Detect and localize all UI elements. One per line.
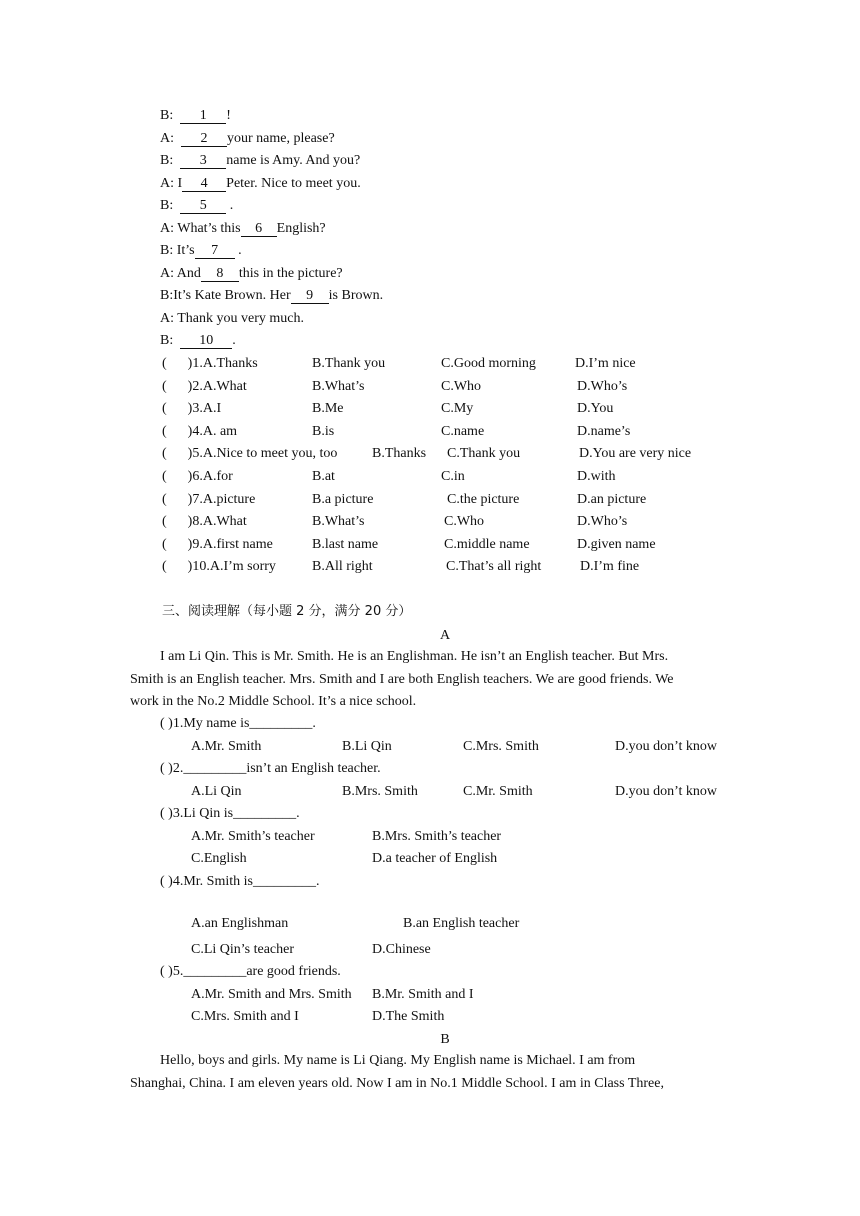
dialogue-line <box>160 152 360 170</box>
dialogue-line <box>160 265 343 283</box>
blank-number[interactable]: 5 <box>180 198 226 214</box>
question-number[interactable]: ( )9. <box>162 537 203 552</box>
dialogue-line <box>160 107 231 125</box>
option-c: C.Mrs. Smith <box>463 739 539 754</box>
option-a: A.an Englishman <box>191 916 289 931</box>
question-stem <box>162 423 237 441</box>
dialogue-line <box>160 242 242 260</box>
option-b: B.Mrs. Smith <box>342 784 418 799</box>
option-d: D.Chinese <box>372 942 431 957</box>
option-a: A.What <box>202 379 247 394</box>
option-a: A.Mr. Smith’s teacher <box>191 829 315 844</box>
question-number[interactable]: ( )6. <box>162 469 203 484</box>
option-b: B.Me <box>312 401 344 416</box>
option-d: D.I’m nice <box>575 356 636 371</box>
option-d: D.with <box>577 469 616 484</box>
option-c: C.name <box>441 424 485 439</box>
dialogue-text: this in the picture? <box>238 266 343 281</box>
dialogue-text: A: <box>160 131 181 146</box>
option-d: D.given name <box>577 537 656 552</box>
question-number[interactable]: ( )1. <box>162 356 203 371</box>
dialogue-line <box>160 332 236 350</box>
blank-number[interactable]: 10 <box>180 333 232 349</box>
option-c: C.the picture <box>447 492 520 507</box>
option-a: A.first name <box>202 537 273 552</box>
option-a: A.Nice to meet you, too <box>202 446 338 461</box>
passage-a-line: Smith is an English teacher. Mrs. Smith and I are both English teachers. We are good friends. We <box>130 671 674 687</box>
option-c: C.middle name <box>444 537 530 552</box>
reading-question-5: ( )5._________are good friends. <box>160 964 341 979</box>
passage-b-line: Hello, boys and girls. My name is Li Qiang. My English name is Michael. I am from <box>160 1053 636 1068</box>
passage-b-line: Shanghai, China. I am eleven years old. Now I am in No.1 Middle School. I am in Class Three, <box>130 1075 664 1091</box>
passage-a <box>130 646 730 714</box>
dialogue-text: A: And <box>160 266 201 281</box>
question-stem <box>162 491 255 509</box>
dialogue-text: . <box>226 198 234 213</box>
option-a: A.Mr. Smith and Mrs. Smith <box>191 987 352 1002</box>
option-a: A.What <box>202 514 247 529</box>
question-number[interactable]: ( )7. <box>162 492 203 507</box>
blank-number[interactable]: 6 <box>241 221 277 237</box>
reading-question-3: ( )3.Li Qin is_________. <box>160 806 300 821</box>
reading-question-1: ( )1.My name is_________. <box>160 716 316 731</box>
option-c: C.in <box>441 469 465 484</box>
question-stem <box>162 445 337 463</box>
blank-number[interactable]: 2 <box>181 131 227 147</box>
option-c: C.Who <box>444 514 485 529</box>
question-stem <box>162 468 233 486</box>
question-number[interactable]: ( )2. <box>162 379 203 394</box>
dialogue-text: English? <box>276 221 326 236</box>
option-d: D.Who’s <box>577 514 628 529</box>
question-stem <box>162 378 247 396</box>
question-stem <box>162 536 273 554</box>
question-number[interactable]: ( )10. <box>162 559 210 574</box>
blank-number[interactable]: 7 <box>195 243 235 259</box>
blank-number[interactable]: 9 <box>291 288 329 304</box>
dialogue-text: B: <box>160 333 181 348</box>
option-b: B.All right <box>312 559 373 574</box>
option-d: D.an picture <box>577 492 647 507</box>
question-stem <box>162 558 276 576</box>
dialogue-line <box>160 310 304 328</box>
dialogue-line <box>160 197 233 215</box>
dialogue-text: A: What’s this <box>160 221 241 236</box>
option-b: B.at <box>312 469 335 484</box>
dialogue-text: B:It’s Kate Brown. Her <box>160 288 291 303</box>
dialogue-text: Peter. Nice to meet you. <box>226 176 361 191</box>
dialogue-text: your name, please? <box>227 131 335 146</box>
option-c: C.Mrs. Smith and I <box>191 1009 299 1024</box>
option-b: B.What’s <box>312 379 365 394</box>
question-number[interactable]: ( )3. <box>162 401 203 416</box>
option-a: A.Thanks <box>202 356 258 371</box>
passage-a-label: A <box>439 628 451 643</box>
question-stem <box>162 400 221 418</box>
option-b: B.What’s <box>312 514 365 529</box>
dialogue-text: ! <box>226 108 231 123</box>
reading-question-2: ( )2._________isn’t an English teacher. <box>160 761 381 776</box>
blank-number[interactable]: 8 <box>201 266 239 282</box>
section-heading: 三、阅读理解（每小题 2 分，满分 20 分） <box>162 604 412 619</box>
option-a: A.I’m sorry <box>209 559 276 574</box>
dialogue-text: B: <box>160 198 181 213</box>
dialogue-text: A: I <box>160 176 183 191</box>
option-a: A.picture <box>202 492 256 507</box>
option-b: B.a picture <box>312 492 374 507</box>
question-stem <box>162 355 258 373</box>
option-c: C.Good morning <box>441 356 536 371</box>
question-number[interactable]: ( )5. <box>162 446 203 461</box>
option-b: B.Mr. Smith and I <box>372 987 474 1002</box>
option-b: B.Li Qin <box>342 739 392 754</box>
dialogue-text: B: It’s <box>160 243 195 258</box>
option-d: D.you don’t know <box>615 739 718 754</box>
option-a: A.Li Qin <box>191 784 242 799</box>
option-d: D.you don’t know <box>615 784 718 799</box>
option-b: B.Thanks <box>372 446 427 461</box>
reading-question-4: ( )4.Mr. Smith is_________. <box>160 874 320 889</box>
option-c: C.English <box>191 851 247 866</box>
option-c: C.That’s all right <box>446 559 542 574</box>
option-c: C.Thank you <box>447 446 521 461</box>
blank-number[interactable]: 4 <box>182 176 226 192</box>
dialogue-text: is Brown. <box>328 288 384 303</box>
option-b: B.Thank you <box>312 356 386 371</box>
passage-b <box>130 1050 730 1095</box>
dialogue-line <box>160 220 326 238</box>
option-d: D.You <box>577 401 614 416</box>
option-b: B.an English teacher <box>403 916 520 931</box>
option-c: C.Mr. Smith <box>463 784 533 799</box>
question-number[interactable]: ( )4. <box>162 424 203 439</box>
option-a: A.I <box>202 401 222 416</box>
option-c: C.Who <box>441 379 482 394</box>
dialogue-text: B: <box>160 153 181 168</box>
question-number[interactable]: ( )8. <box>162 514 203 529</box>
option-d: D.a teacher of English <box>372 851 498 866</box>
question-stem <box>162 513 247 531</box>
dialogue-line <box>160 175 361 193</box>
option-d: D.The Smith <box>372 1009 445 1024</box>
dialogue-text: A: Thank you very much. <box>160 311 304 326</box>
dialogue-text: name is Amy. And you? <box>226 153 361 168</box>
dialogue-line <box>160 287 383 305</box>
blank-number[interactable]: 1 <box>180 108 226 124</box>
dialogue-text: . <box>234 243 242 258</box>
dialogue-text: B: <box>160 108 181 123</box>
blank-number[interactable]: 3 <box>180 153 226 169</box>
passage-a-line: I am Li Qin. This is Mr. Smith. He is an Englishman. He isn’t an English teacher. But Mrs. <box>160 649 669 664</box>
option-c: C.Li Qin’s teacher <box>191 942 295 957</box>
option-d: D.name’s <box>577 424 631 439</box>
option-a: A.for <box>202 469 233 484</box>
option-c: C.My <box>441 401 474 416</box>
option-b: B.Mrs. Smith’s teacher <box>372 829 502 844</box>
option-a: A. am <box>202 424 238 439</box>
option-d: D.Who’s <box>577 379 628 394</box>
passage-a-line: work in the No.2 Middle School. It’s a nice school. <box>130 694 417 709</box>
dialogue-line <box>160 130 335 148</box>
option-a: A.Mr. Smith <box>191 739 262 754</box>
passage-b-label: B <box>440 1032 450 1047</box>
option-d: D.I’m fine <box>580 559 640 574</box>
option-b: B.last name <box>312 537 379 552</box>
dialogue-text: . <box>232 333 236 348</box>
option-d: D.You are very nice <box>579 446 692 461</box>
option-b: B.is <box>312 424 335 439</box>
